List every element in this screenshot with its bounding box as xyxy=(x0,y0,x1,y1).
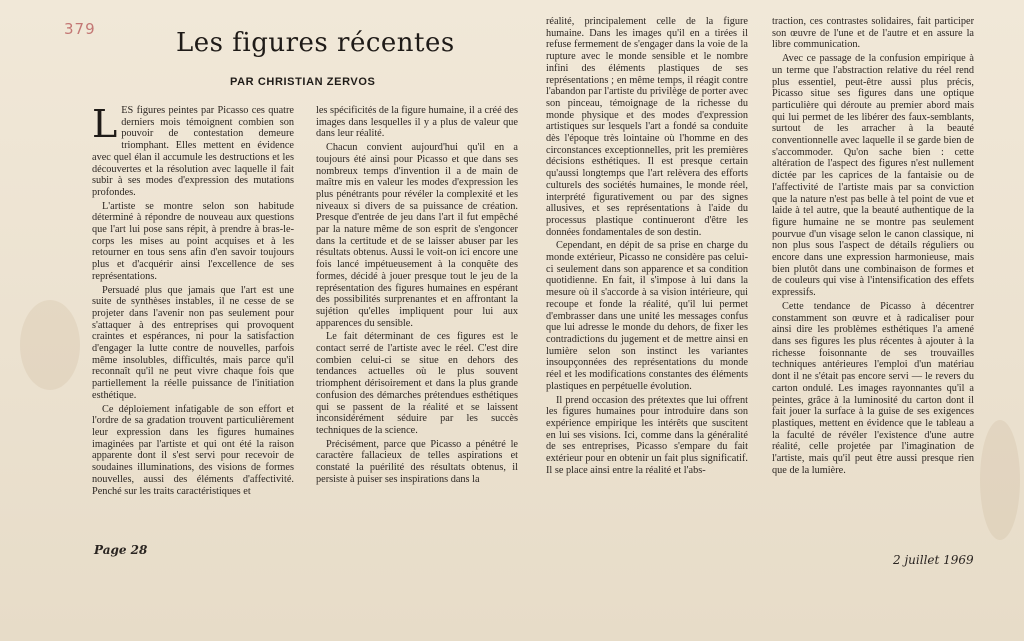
paper-stain xyxy=(20,300,80,390)
paragraph: Il prend occasion des prétextes que lui offrent les figures humaines pour introduire dans son expérience empirique les intérêts que suscitent en lui ses visions. Ici, comme dans la généralité de ses entreprises, Picasso s'empare du fait extérieur pour en obtenir un fait plus significatif. Il se place ainsi entre la réalité et l'abs- xyxy=(546,394,748,476)
page-number: Page 28 xyxy=(94,543,148,557)
paragraph: Avec ce passage de la confusion empirique à un terme que l'abstraction relative du réel rend plus essentiel, peut-être aussi plus précis, Picasso situe ses figures dans une optique particulière qui déroute au premier abord mais qui lui permet de les libérer des faux-semblants, surtout de les arracher à la beauté conventionnelle avec laquelle il se garde bien de s'accommoder. Qu'on sache bien : cette altération de l'aspect des figures n'est nullement dictée par les caprices de la fantaisie ou de l'affectivité de l'artiste mais par sa conviction que la nature n'est pas belle à tel point de vue et laide à tel autre, que la beauté authentique de la figure humaine ne se montre pas seulement pourvue d'un visage selon le canon classique, ni non plus sous l'aspect de détails réguliers ou encore dans une expression harmonieuse, mais bien plutôt dans une combinaison de formes et de couleurs qui vise à l'intensification des effets expressifs. xyxy=(772,53,974,299)
paragraph: Le fait déterminant de ces figures est le contact serré de l'artiste avec le réel. C'est dire combien celui-ci se situe en dehors des tendances actuelles où le plus souvent triomphent dérisoirement et dans la plus grande confusion des démarches prétendues esthétiques qui se passent de la réalité et se laissent inconsidérément séduire par les succès techniques de la science. xyxy=(316,331,518,436)
paragraph-text: ES figures peintes par Picasso ces quatre derniers mois témoignent combien son pouvoir de contestation demeure triomphant. Elles mettent en évidence avec quel élan il accumule les destructions et les découvertes et la résolution avec laquelle il fait subir à ses modes d'expression des mutations profondes. xyxy=(92,105,294,198)
article-column-3 xyxy=(546,16,748,536)
paragraph: traction, ces contrastes solidaires, fait participer son œuvre de l'une et de l'autre et en assure la libre communication. xyxy=(772,16,974,51)
article-column-1 xyxy=(92,105,294,530)
paragraph: les spécificités de la figure humaine, il a créé des images dans lesquelles il y a plus de valeur que dans leur réalité. xyxy=(316,105,518,140)
article-column-2 xyxy=(316,105,518,525)
article-column-4 xyxy=(772,16,974,536)
archive-number: 379 xyxy=(64,20,96,38)
article-byline: PAR CHRISTIAN ZERVOS xyxy=(230,76,376,88)
article-title: Les figures récentes xyxy=(176,28,455,58)
paragraph: Chacun convient aujourd'hui qu'il en a toujours été ainsi pour Picasso et que dans ses nombreux temps d'invention il a de main de maître mis en valeur les modes d'expression les plus pénétrants pour révéler la complexité et les niveaux si divers de sa puissance de création. Presque d'entrée de jeu dans l'art il fut empêché par la nature même de son esprit de s'engoncer dans la certitude et de se laisser abuser par les résultats obtenus. Aussi le voit-on ici encore une fois lancé impétueusement à la conquête des formes, décidé à jouer presque tout le jeu de la représentation des figures humaines en espérant des possibilités surprenantes et en affrontant la sujétion qu'elles impliquent pour lui aux apparences du sensible. xyxy=(316,142,518,329)
paragraph: Ce déploiement infatigable de son effort et l'ordre de sa gradation trouvent particulièrement leur expression dans les figures humaines imaginées par l'artiste et qui ont été la raison apparente dont il s'est servi pour recevoir de soudaines illuminations, des visions de formes nouvelles, aussi des éléments d'affectivité. Penché sur les traits caractéristiques et xyxy=(92,403,294,497)
paragraph: réalité, principalement celle de la figure humaine. Dans les images qu'il en a tirées il refuse fermement de s'engager dans la voie de la rupture avec le monde sensible et le nombre infini des éléments plastiques de ses représentations ; en même temps, il réagit contre l'abandon par l'artiste du privilège de porter avec son pinceau, témoignage de la richesse du monde physique et des modes d'expression artistiques sur lesquels l'art a fondé sa conduite dès l'époque très lointaine où l'homme en des circonstances exceptionnelles, prit les premières décisions esthétiques. Il est presque certain qu'aussi longtemps que l'art relèvera des efforts culturels des sociétés humaines, le monde réel, interprété figurativement ou par des signes allusives, et ses représentations à l'aide du processus plastique continueront d'être les données fondamentales de son destin. xyxy=(546,16,748,238)
paragraph xyxy=(92,105,294,199)
drop-cap: L xyxy=(92,105,118,146)
paragraph: Précisément, parce que Picasso a pénétré le caractère fallacieux de telles aspirations et constaté la puérilité des résultats obtenus, il persiste à puiser ses inspirations dans la xyxy=(316,438,518,485)
paragraph: Cette tendance de Picasso à décentrer constamment son œuvre et à radicaliser pour ainsi dire les problèmes esthétiques l'a amené dans ses figures les plus récentes à ajouter à la richesse foisonnante de ses trouvailles techniques antérieures l'emploi d'un matériau dont il ne s'était pas encore servi — le revers du carton ondulé. Les images rayonnantes qu'il a peintes, grâce à la luminosité du carton dont il fait jouer la surface à la guise de ses exigences plastiques, mettent en évidence que le tableau a la faculté de révéler l'existence d'une autre réalité, celle projetée par l'imagination de l'artiste, mais qu'il peut être aussi presque rien que de la lumière. xyxy=(772,300,974,476)
paragraph: Persuadé plus que jamais que l'art est une suite de synthèses instables, il ne cesse de se projeter dans l'avenir non pas seulement pour s'attaquer à des entreprises qui provoquent craintes et espérances, ni pour la satisfaction d'engager la lutte contre de nouvelles, parfois même insolubles, difficultés, mais parce qu'il reconnaît qu'il ne peut vivre chaque fois que partiellement la réelle puissance de l'initiation esthétique. xyxy=(92,284,294,401)
paragraph: Cependant, en dépit de sa prise en charge du monde extérieur, Picasso ne considère pas celui-ci seulement dans son apparence et sa condition quotidienne. En fait, il s'impose à lui dans la mesure où il s'accorde à sa vision intérieure, qui recoupe et fonde la réalité, qu'il lui permet d'embrasser dans une unité les messages confus que lui adresse le monde du dehors, de fixer les contradictions du jugement et de mettre ainsi en lumière selon son instinct les variantes insoupçonnées des représentations du monde réel et les modifications constantes des éléments plastiques en perpétuelle évolution. xyxy=(546,240,748,392)
paper-stain xyxy=(980,420,1020,540)
publication-date: 2 juillet 1969 xyxy=(893,553,974,567)
paragraph: L'artiste se montre selon son habitude déterminé à répondre de nouveau aux questions que l'art lui pose sans répit, à prendre à bras-le-corps les mises au point acquises et à les retourner en tous sens afin d'en savoir toujours plus et d'acquérir ainsi l'excellence de ses représentations. xyxy=(92,200,294,282)
